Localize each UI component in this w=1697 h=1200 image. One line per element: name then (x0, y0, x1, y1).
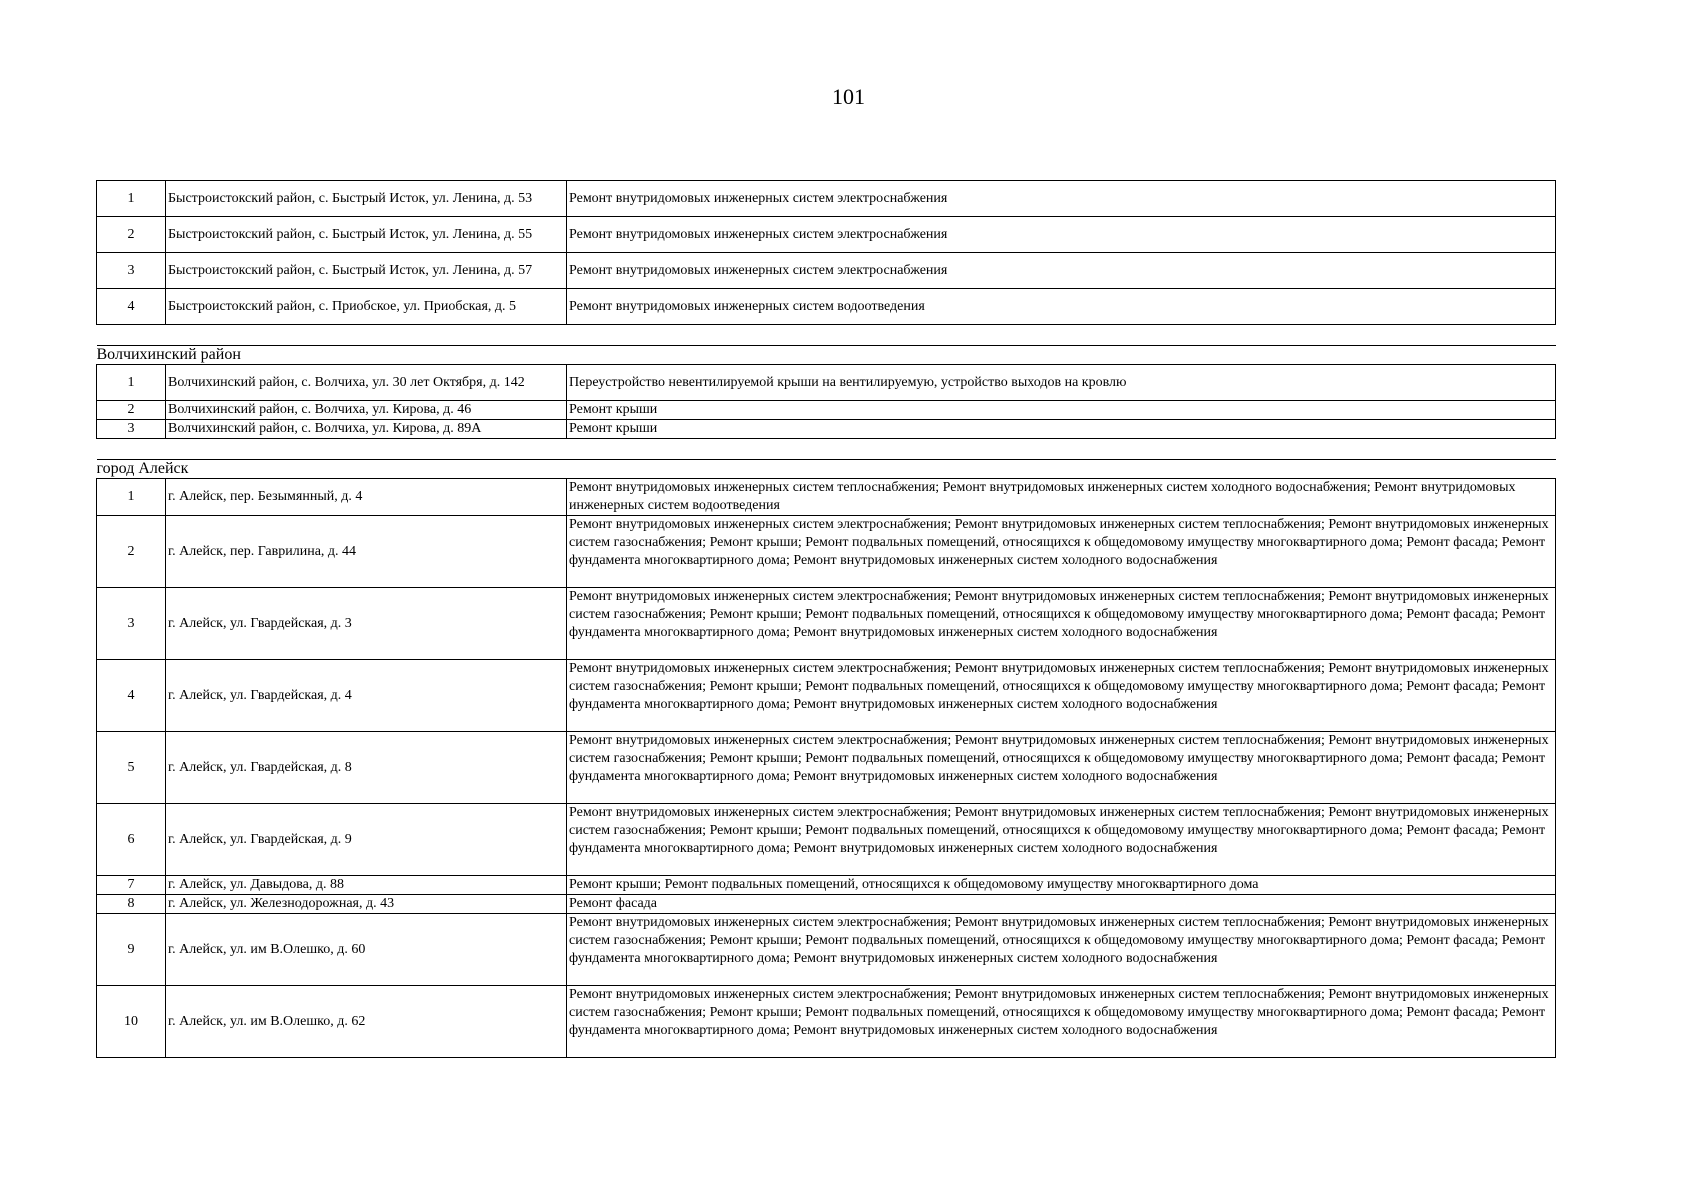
row-address: Быстроистокский район, с. Быстрый Исток, ул. Ленина, д. 55 (166, 217, 567, 253)
row-number: 3 (97, 253, 166, 289)
repair-works-table (96, 180, 1556, 1058)
row-number: 1 (97, 365, 166, 401)
row-number: 1 (97, 479, 166, 516)
row-number: 7 (97, 876, 166, 895)
table-row (97, 895, 1556, 914)
district-header-row (97, 346, 1556, 365)
table-row (97, 365, 1556, 401)
table-row (97, 516, 1556, 588)
row-works: Ремонт внутридомовых инженерных систем электроснабжения; Ремонт внутридомовых инженерных систем теплоснабжения; Ремонт внутридомовых инженерных систем газоснабжения; Ремонт крыши; Ремонт подвальных помещений, относящихся к общедомовому имуществу многоквартирного дома; Ремонт фасада; Ремонт фундамента многоквартирного дома; Ремонт внутридомовых инженерных систем холодного водоснабжения (567, 986, 1556, 1058)
row-number: 4 (97, 289, 166, 325)
section-spacer (97, 325, 1556, 346)
district-title: город Алейск (97, 460, 1556, 479)
row-works: Ремонт внутридомовых инженерных систем водоотведения (567, 289, 1556, 325)
district-header-row (97, 460, 1556, 479)
table-row (97, 804, 1556, 876)
row-works: Ремонт внутридомовых инженерных систем электроснабжения; Ремонт внутридомовых инженерных систем теплоснабжения; Ремонт внутридомовых инженерных систем газоснабжения; Ремонт крыши; Ремонт подвальных помещений, относящихся к общедомовому имуществу многоквартирного дома; Ремонт фасада; Ремонт фундамента многоквартирного дома; Ремонт внутридомовых инженерных систем холодного водоснабжения (567, 914, 1556, 986)
row-address: г. Алейск, ул. им В.Олешко, д. 62 (166, 986, 567, 1058)
row-number: 4 (97, 660, 166, 732)
row-works: Ремонт внутридомовых инженерных систем электроснабжения; Ремонт внутридомовых инженерных систем теплоснабжения; Ремонт внутридомовых инженерных систем газоснабжения; Ремонт крыши; Ремонт подвальных помещений, относящихся к общедомовому имуществу многоквартирного дома; Ремонт фасада; Ремонт фундамента многоквартирного дома; Ремонт внутридомовых инженерных систем холодного водоснабжения (567, 804, 1556, 876)
row-address: г. Алейск, пер. Гаврилина, д. 44 (166, 516, 567, 588)
row-works: Ремонт фасада (567, 895, 1556, 914)
row-number: 5 (97, 732, 166, 804)
row-address: г. Алейск, ул. им В.Олешко, д. 60 (166, 914, 567, 986)
row-works: Переустройство невентилируемой крыши на вентилируемую, устройство выходов на кровлю (567, 365, 1556, 401)
table-row (97, 289, 1556, 325)
row-works: Ремонт крыши (567, 420, 1556, 439)
row-address: Волчихинский район, с. Волчиха, ул. 30 лет Октября, д. 142 (166, 365, 567, 401)
page-number: 101 (832, 84, 865, 109)
row-number: 2 (97, 217, 166, 253)
row-number: 6 (97, 804, 166, 876)
row-number: 2 (97, 516, 166, 588)
row-number: 9 (97, 914, 166, 986)
table-row (97, 181, 1556, 217)
table-row (97, 660, 1556, 732)
row-address: Быстроистокский район, с. Быстрый Исток, ул. Ленина, д. 53 (166, 181, 567, 217)
row-address: г. Алейск, ул. Железнодорожная, д. 43 (166, 895, 567, 914)
district-title: Волчихинский район (97, 346, 1556, 365)
row-address: Быстроистокский район, с. Быстрый Исток, ул. Ленина, д. 57 (166, 253, 567, 289)
row-works: Ремонт внутридомовых инженерных систем теплоснабжения; Ремонт внутридомовых инженерных систем холодного водоснабжения; Ремонт внутридомовых инженерных систем водоотведения (567, 479, 1556, 516)
row-works: Ремонт внутридомовых инженерных систем электроснабжения (567, 181, 1556, 217)
document-body (96, 180, 1555, 1058)
row-number: 8 (97, 895, 166, 914)
table-row (97, 420, 1556, 439)
row-works: Ремонт внутридомовых инженерных систем электроснабжения; Ремонт внутридомовых инженерных систем теплоснабжения; Ремонт внутридомовых инженерных систем газоснабжения; Ремонт крыши; Ремонт подвальных помещений, относящихся к общедомовому имуществу многоквартирного дома; Ремонт фасада; Ремонт фундамента многоквартирного дома; Ремонт внутридомовых инженерных систем холодного водоснабжения (567, 660, 1556, 732)
row-works: Ремонт внутридомовых инженерных систем электроснабжения; Ремонт внутридомовых инженерных систем теплоснабжения; Ремонт внутридомовых инженерных систем газоснабжения; Ремонт крыши; Ремонт подвальных помещений, относящихся к общедомовому имуществу многоквартирного дома; Ремонт фасада; Ремонт фундамента многоквартирного дома; Ремонт внутридомовых инженерных систем холодного водоснабжения (567, 516, 1556, 588)
table-row (97, 588, 1556, 660)
row-works: Ремонт крыши (567, 401, 1556, 420)
section-spacer (97, 439, 1556, 460)
table-row (97, 876, 1556, 895)
row-address: Волчихинский район, с. Волчиха, ул. Кирова, д. 46 (166, 401, 567, 420)
row-number: 10 (97, 986, 166, 1058)
row-address: Волчихинский район, с. Волчиха, ул. Кирова, д. 89А (166, 420, 567, 439)
row-address: г. Алейск, ул. Давыдова, д. 88 (166, 876, 567, 895)
row-address: г. Алейск, ул. Гвардейская, д. 3 (166, 588, 567, 660)
row-works: Ремонт внутридомовых инженерных систем электроснабжения (567, 217, 1556, 253)
table-body (97, 181, 1556, 1058)
row-address: г. Алейск, ул. Гвардейская, д. 8 (166, 732, 567, 804)
row-works: Ремонт внутридомовых инженерных систем электроснабжения; Ремонт внутридомовых инженерных систем теплоснабжения; Ремонт внутридомовых инженерных систем газоснабжения; Ремонт крыши; Ремонт подвальных помещений, относящихся к общедомовому имуществу многоквартирного дома; Ремонт фасада; Ремонт фундамента многоквартирного дома; Ремонт внутридомовых инженерных систем холодного водоснабжения (567, 588, 1556, 660)
row-address: г. Алейск, ул. Гвардейская, д. 4 (166, 660, 567, 732)
row-number: 2 (97, 401, 166, 420)
table-row (97, 914, 1556, 986)
table-row (97, 732, 1556, 804)
row-address: г. Алейск, пер. Безымянный, д. 4 (166, 479, 567, 516)
row-works: Ремонт внутридомовых инженерных систем электроснабжения (567, 253, 1556, 289)
row-works: Ремонт внутридомовых инженерных систем электроснабжения; Ремонт внутридомовых инженерных систем теплоснабжения; Ремонт внутридомовых инженерных систем газоснабжения; Ремонт крыши; Ремонт подвальных помещений, относящихся к общедомовому имуществу многоквартирного дома; Ремонт фасада; Ремонт фундамента многоквартирного дома; Ремонт внутридомовых инженерных систем холодного водоснабжения (567, 732, 1556, 804)
table-row (97, 217, 1556, 253)
table-row (97, 401, 1556, 420)
row-works: Ремонт крыши; Ремонт подвальных помещений, относящихся к общедомовому имуществу многоквартирного дома (567, 876, 1556, 895)
table-row (97, 479, 1556, 516)
row-number: 3 (97, 588, 166, 660)
table-row (97, 253, 1556, 289)
row-address: г. Алейск, ул. Гвардейская, д. 9 (166, 804, 567, 876)
row-address: Быстроистокский район, с. Приобское, ул. Приобская, д. 5 (166, 289, 567, 325)
row-number: 3 (97, 420, 166, 439)
row-number: 1 (97, 181, 166, 217)
table-row (97, 986, 1556, 1058)
